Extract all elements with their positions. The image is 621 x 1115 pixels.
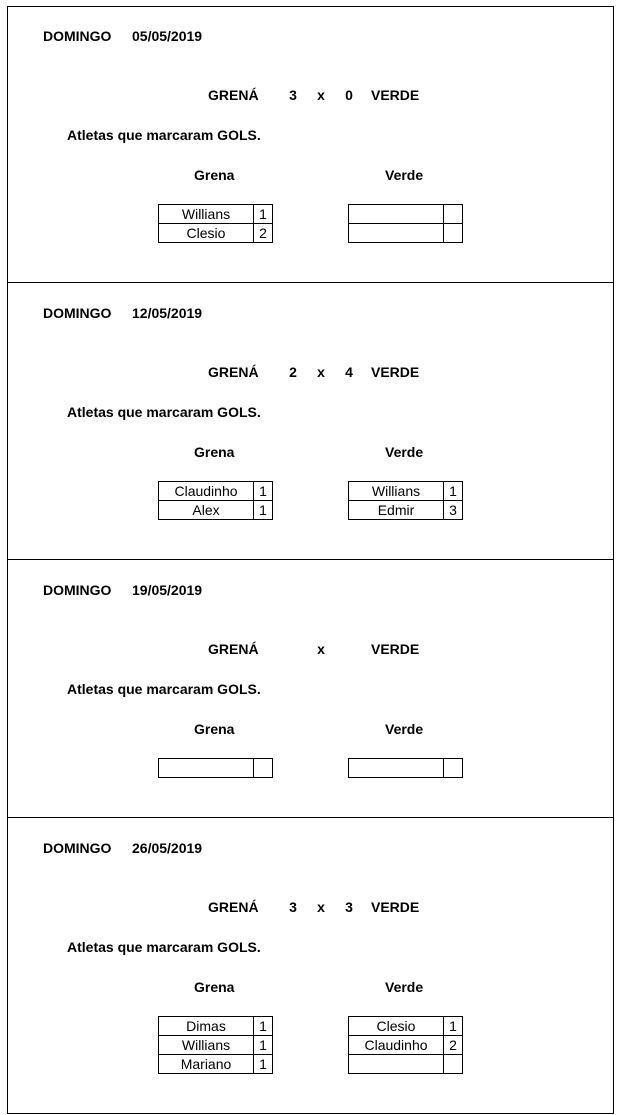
goal-count: 1 [254,482,273,501]
match-date: 26/05/2019 [132,840,203,856]
player-name: Claudinho [159,482,254,501]
grena-scorers-table [158,758,273,778]
table-row [159,482,273,501]
goal-count: 1 [254,1055,273,1074]
match-day: DOMINGO [43,305,112,321]
team2-name: VERDE [371,899,420,915]
score-separator: x [317,899,325,915]
table-row [349,759,463,778]
match-block [7,560,614,817]
verde-column-title: Verde [385,444,424,460]
match-block [7,818,614,1114]
match-day: DOMINGO [43,840,112,856]
match-score [7,641,614,659]
table-row [159,1017,273,1036]
match-score [7,87,614,105]
table-row [159,1036,273,1055]
scorers-label: Atletas que marcaram GOLS. [67,127,261,143]
match-day: DOMINGO [43,28,112,44]
verde-column-title: Verde [385,167,424,183]
grena-scorers-table [158,481,273,520]
team1-name: GRENÁ [208,641,259,657]
goal-count: 1 [254,205,273,224]
grena-column-title: Grena [194,721,235,737]
player-name: Willians [349,482,444,501]
player-name [349,205,444,224]
match-date: 19/05/2019 [132,582,203,598]
goal-count: 1 [254,501,273,520]
team1-name: GRENÁ [208,87,259,103]
table-row [159,224,273,243]
match-score [7,899,614,917]
grena-column-title: Grena [194,167,235,183]
verde-column-title: Verde [385,721,424,737]
team1-score: 2 [289,364,297,380]
player-name [159,759,254,778]
match-date: 12/05/2019 [132,305,203,321]
verde-scorers-table [348,1016,463,1074]
team2-score: 3 [345,899,353,915]
player-name: Willians [159,205,254,224]
goal-count: 2 [254,224,273,243]
grena-column-title: Grena [194,444,235,460]
player-name: Mariano [159,1055,254,1074]
table-row [349,1036,463,1055]
table-row [349,1017,463,1036]
team1-score: 3 [289,899,297,915]
scorers-label: Atletas que marcaram GOLS. [67,681,261,697]
goal-count: 1 [254,1036,273,1055]
table-row [349,205,463,224]
team2-score: 0 [345,87,353,103]
goal-count [444,1055,463,1074]
goal-count [444,224,463,243]
player-name: Dimas [159,1017,254,1036]
grena-column-title: Grena [194,979,235,995]
verde-scorers-table [348,481,463,520]
verde-scorers-table [348,758,463,778]
table-row [349,482,463,501]
table-row [349,501,463,520]
player-name: Alex [159,501,254,520]
grena-scorers-table [158,204,273,243]
team2-name: VERDE [371,364,420,380]
goal-count: 1 [254,1017,273,1036]
scorers-label: Atletas que marcaram GOLS. [67,404,261,420]
match-date: 05/05/2019 [132,28,203,44]
verde-scorers-table [348,204,463,243]
goal-count: 1 [444,1017,463,1036]
table-row [159,759,273,778]
table-row [159,1055,273,1074]
table-row [349,1055,463,1074]
player-name: Claudinho [349,1036,444,1055]
table-row [159,501,273,520]
score-separator: x [317,364,325,380]
score-separator: x [317,87,325,103]
grena-scorers-table [158,1016,273,1074]
goal-count: 2 [444,1036,463,1055]
team1-score: 3 [289,87,297,103]
scorers-label: Atletas que marcaram GOLS. [67,939,261,955]
goal-count: 1 [444,482,463,501]
team2-name: VERDE [371,87,420,103]
player-name: Clesio [159,224,254,243]
match-day: DOMINGO [43,582,112,598]
player-name [349,224,444,243]
match-block [7,283,614,559]
player-name: Edmir [349,501,444,520]
table-row [349,224,463,243]
player-name [349,1055,444,1074]
verde-column-title: Verde [385,979,424,995]
score-separator: x [317,641,325,657]
player-name: Willians [159,1036,254,1055]
player-name: Clesio [349,1017,444,1036]
goal-count: 3 [444,501,463,520]
goal-count [254,759,273,778]
team1-name: GRENÁ [208,364,259,380]
team1-name: GRENÁ [208,899,259,915]
match-block [7,6,614,282]
match-score [7,364,614,382]
goal-count [444,205,463,224]
player-name [349,759,444,778]
team2-score: 4 [345,364,353,380]
goal-count [444,759,463,778]
table-row [159,205,273,224]
team2-name: VERDE [371,641,420,657]
